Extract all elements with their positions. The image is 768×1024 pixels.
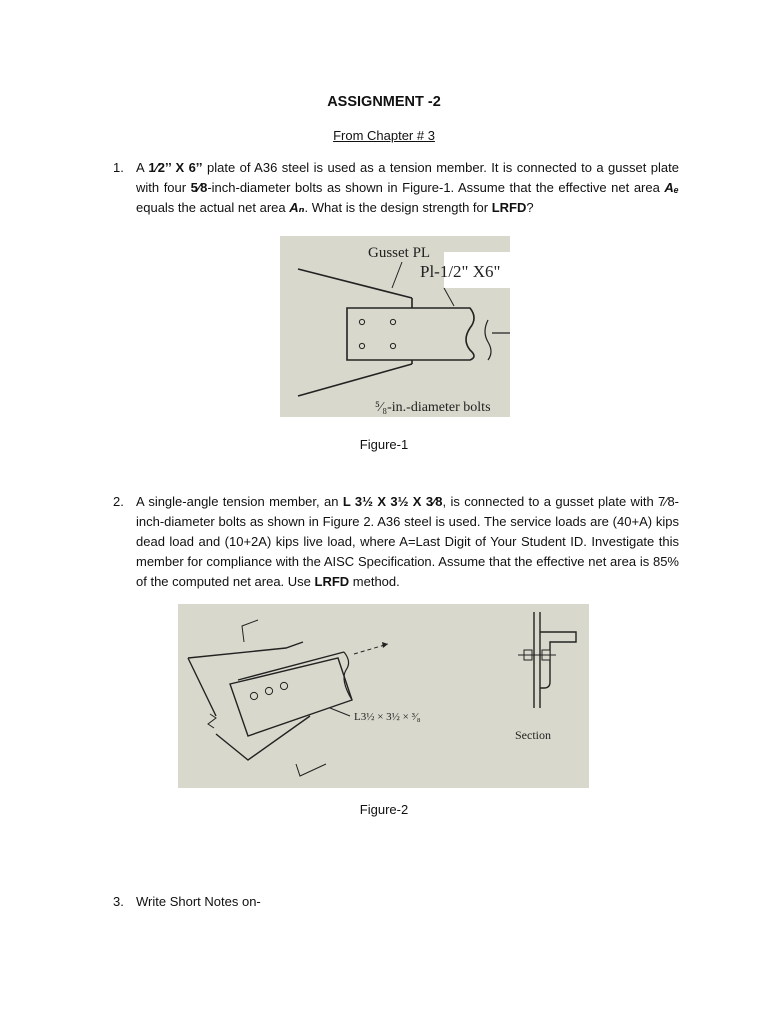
- figure-2-caption: Figure-2: [359, 802, 409, 817]
- question-3: [113, 892, 679, 912]
- question-text: [136, 492, 679, 592]
- method-lrfd: LRFD: [491, 200, 527, 215]
- text-run: , is connected to a gusset plate with 7⁄8-inch-diameter bolts as shown in Figure 2. A36 steel is used. The service loads are (40+A) kips dead load and (10+2A) kips live load, where A=Last Digit of Your Student ID. Investigate this member for compliance with the AISC Specification. Assume that the effective net area is 85% of the computed net area. Use: [136, 494, 679, 589]
- question-number: 3.: [113, 894, 124, 909]
- text-run: method.: [349, 574, 400, 589]
- figure-1-drawing: [280, 236, 510, 417]
- method-lrfd: LRFD: [314, 574, 350, 589]
- angle-size: L 3½ X 3½ X 3⁄8: [342, 494, 443, 509]
- tension-plate: [347, 308, 474, 360]
- question-text: [136, 158, 679, 218]
- figure-2-drawing: [178, 604, 589, 788]
- text-run: A: [136, 160, 149, 175]
- question-number: 1.: [113, 160, 124, 175]
- bolts-label: ⁵⁄₈-in.-diameter bolts: [375, 400, 491, 415]
- text-run: . What is the design strength for: [304, 200, 492, 215]
- figure-1-caption: Figure-1: [359, 437, 409, 452]
- text-run: equals the actual net area: [136, 200, 290, 215]
- effective-area-symbol: Aₑ: [664, 180, 679, 195]
- text-run: -inch-diameter bolts as shown in Figure-1. Assume that the effective net area: [207, 180, 665, 195]
- text-run: A single-angle tension member, an: [136, 494, 343, 509]
- text-run: plate of A36 steel is used as a tension member. It is connected to a gusset plate with four: [136, 160, 679, 195]
- net-area-symbol: Aₙ: [289, 200, 305, 215]
- question-text: Write Short Notes on-: [136, 894, 261, 909]
- section-label: Section: [515, 728, 551, 742]
- text-run: ?: [526, 200, 534, 215]
- question-number: 2.: [113, 494, 124, 509]
- plate-label: Pl-1/2" X6": [420, 262, 501, 281]
- gusset-label: Gusset PL: [368, 245, 431, 261]
- angle-label: L3½ × 3½ × ³⁄₈: [354, 711, 421, 723]
- question-2: [113, 492, 679, 592]
- chapter-subtitle: From Chapter # 3: [333, 128, 435, 143]
- plate-size: 1⁄2’’ X 6’’: [148, 160, 203, 175]
- bolt-size: 5⁄8: [190, 180, 208, 195]
- question-1: [113, 158, 679, 218]
- assignment-title: ASSIGNMENT -2: [327, 94, 441, 110]
